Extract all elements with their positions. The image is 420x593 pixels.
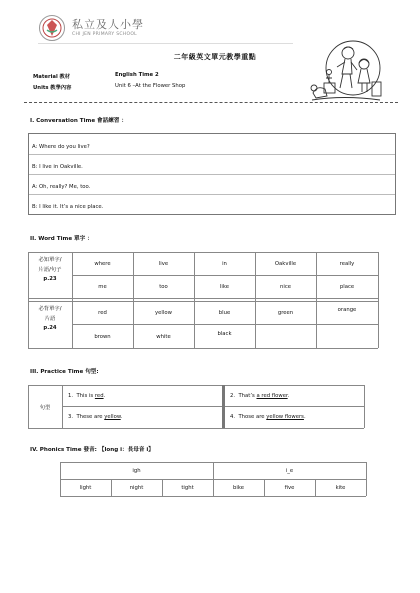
word-cell: Oakville [274,261,297,267]
word-cell: white [156,334,171,340]
word-cell: red [98,310,107,316]
units-label-zh: 教學內容 [50,85,72,91]
conversation-line: A: Where do you live? [32,144,90,150]
page-title: 二年級英文單元教學重點 [173,52,257,61]
conversation-heading: I. Conversation Time 會話練習 ： [30,118,127,124]
phonics-word: tight [181,485,194,491]
school-logo-icon [38,14,66,42]
phonics-group-header: i_e [285,468,294,474]
word-cell: yellow [155,310,172,316]
phonics-word: bike [233,485,244,491]
phonics-word: night [129,485,144,491]
material-label-en: Material [33,74,58,80]
word-group-label: 必知單字/ 片語/句子 p.23 [38,257,62,282]
material-value: English Time 2 [115,72,159,78]
units-label-en: Units [33,85,49,91]
practice-heading: III. Practice Time 句型: [30,369,99,375]
conversation-line: B: I like it. It’s a nice place. [32,204,104,210]
conversation-line: A: Oh, really? Me, too. [32,184,91,190]
word-cell: place [339,284,355,290]
practice-label: 句型 [39,405,51,411]
practice-item: 2. That’s a red flower. [230,393,290,399]
word-time-heading: II. Word Time 單字 ： [30,236,93,242]
word-table [28,252,378,348]
practice-item: 3. These are yellow. [68,414,123,420]
section-divider [24,102,398,103]
word-cell: blue [218,310,231,316]
word-cell: like [219,284,230,290]
word-cell: nice [280,284,291,290]
kids-flower-clipart-icon [304,38,386,106]
word-cell: black [217,331,232,337]
word-cell: really [339,261,355,267]
phonics-group-header: igh [132,468,141,474]
phonics-heading: IV. Phonics Time 發音: 【long i：長母音 i】 [30,447,154,453]
conversation-box [28,133,396,215]
units-value: Unit 6 –At the Flower Shop [115,83,186,89]
word-cell: in [222,261,227,267]
phonics-word: five [284,485,295,491]
phonics-word: kite [335,485,346,491]
word-cell: where [94,261,111,267]
material-label-zh: 教材 [59,74,71,80]
practice-table [28,385,364,429]
word-cell: me [98,284,107,290]
header-divider [38,43,293,44]
practice-item: 1. This is red. [68,393,106,399]
phonics-table [60,462,366,496]
school-name: 私立及人小學 [72,18,144,31]
word-cell: live [158,261,169,267]
phonics-word: light [79,485,92,491]
school-header [38,14,228,42]
practice-item: 4. Those are yellow flowers. [230,414,306,420]
word-cell: brown [94,334,111,340]
word-cell: too [159,284,168,290]
word-group-label: 必背單字/ 片語 p.24 [38,306,62,331]
conversation-line: B: I live in Oakville. [32,164,83,170]
word-cell: orange [337,307,357,313]
word-cell: green [277,310,294,316]
school-name-en: CHI JEN PRIMARY SCHOOL [72,32,137,37]
